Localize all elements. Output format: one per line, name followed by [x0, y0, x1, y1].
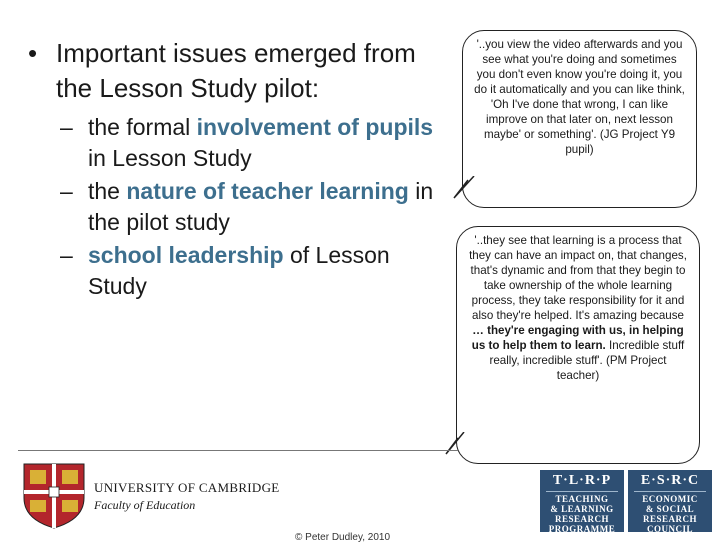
tlrp-line: PROGRAMME [548, 524, 616, 534]
pupil-quote-bubble [462, 30, 697, 208]
teacher-quote-bubble [456, 226, 700, 464]
sub-bullet-leadership [28, 240, 448, 302]
tlrp-acronym: T·L·R·P [552, 473, 612, 488]
faculty-name: Faculty of Education [94, 498, 196, 512]
footer-divider [18, 450, 458, 451]
esrc-logo [628, 470, 712, 532]
bullet-dot-icon: • [28, 38, 38, 68]
esrc-line: COUNCIL [646, 524, 693, 534]
pupil-quote-text: '..you view the video afterwards and you see what you're doing and sometimes you don't even know you're doing it, you do it automatically and you can like think, 'Oh I've done that wrong, I can like improve on that later on, next lesson maybe' or something'. (JG Project Y9 pupil) [474, 38, 685, 156]
dash-icon: – [60, 178, 73, 204]
tlrp-line: RESEARCH [554, 514, 609, 524]
speech-tail-icon [444, 432, 470, 458]
sub-bullet-teacher-learning [28, 176, 448, 238]
esrc-line: & SOCIAL [645, 504, 695, 514]
dash-icon: – [60, 114, 73, 140]
sub-bullet-list [28, 112, 448, 302]
sub-text: in the pilot study [88, 178, 434, 235]
esrc-acronym: E·S·R·C [640, 473, 700, 488]
university-name: UNIVERSITY OF CAMBRIDGE [94, 480, 280, 495]
sub-text: the [88, 178, 127, 204]
teacher-quote-text: '..they see that learning is a process that they can have an impact on, that changes, that's dynamic and from that they begin to take ownership of the whole learning process, they take responsibility for it and also they're helped. It's amazing because [469, 234, 687, 322]
esrc-line: ECONOMIC [642, 494, 698, 504]
esrc-line: RESEARCH [642, 514, 697, 524]
sub-text: in Lesson Study [88, 145, 252, 171]
dash-icon: – [60, 242, 73, 268]
sub-highlight: involvement of pupils [196, 114, 434, 140]
tlrp-line: & LEARNING [550, 504, 614, 514]
university-text-block [94, 480, 280, 513]
cambridge-crest-icon [22, 462, 86, 530]
main-bullet [28, 36, 448, 106]
copyright-text: © Peter Dudley, 2010 [295, 532, 391, 543]
sub-highlight: school leadership [88, 242, 284, 268]
teacher-quote-bold: … they're engaging with us, in helping us to help them to learn. [471, 324, 684, 352]
speech-tail-icon [452, 176, 478, 202]
main-bullet-text: Important issues emerged from the Lesson Study pilot: [56, 38, 416, 103]
sub-text: the formal [88, 114, 197, 140]
sub-bullet-pupils [28, 112, 448, 174]
teacher-quote-end: Incredible stuff really, incredible stuff'. (PM Project teacher) [489, 339, 685, 382]
tlrp-line: TEACHING [555, 494, 609, 504]
tlrp-logo [540, 470, 624, 532]
sub-text: of Lesson Study [88, 242, 390, 299]
sub-highlight: nature of teacher learning [126, 178, 409, 204]
main-bullet-list [28, 36, 448, 304]
